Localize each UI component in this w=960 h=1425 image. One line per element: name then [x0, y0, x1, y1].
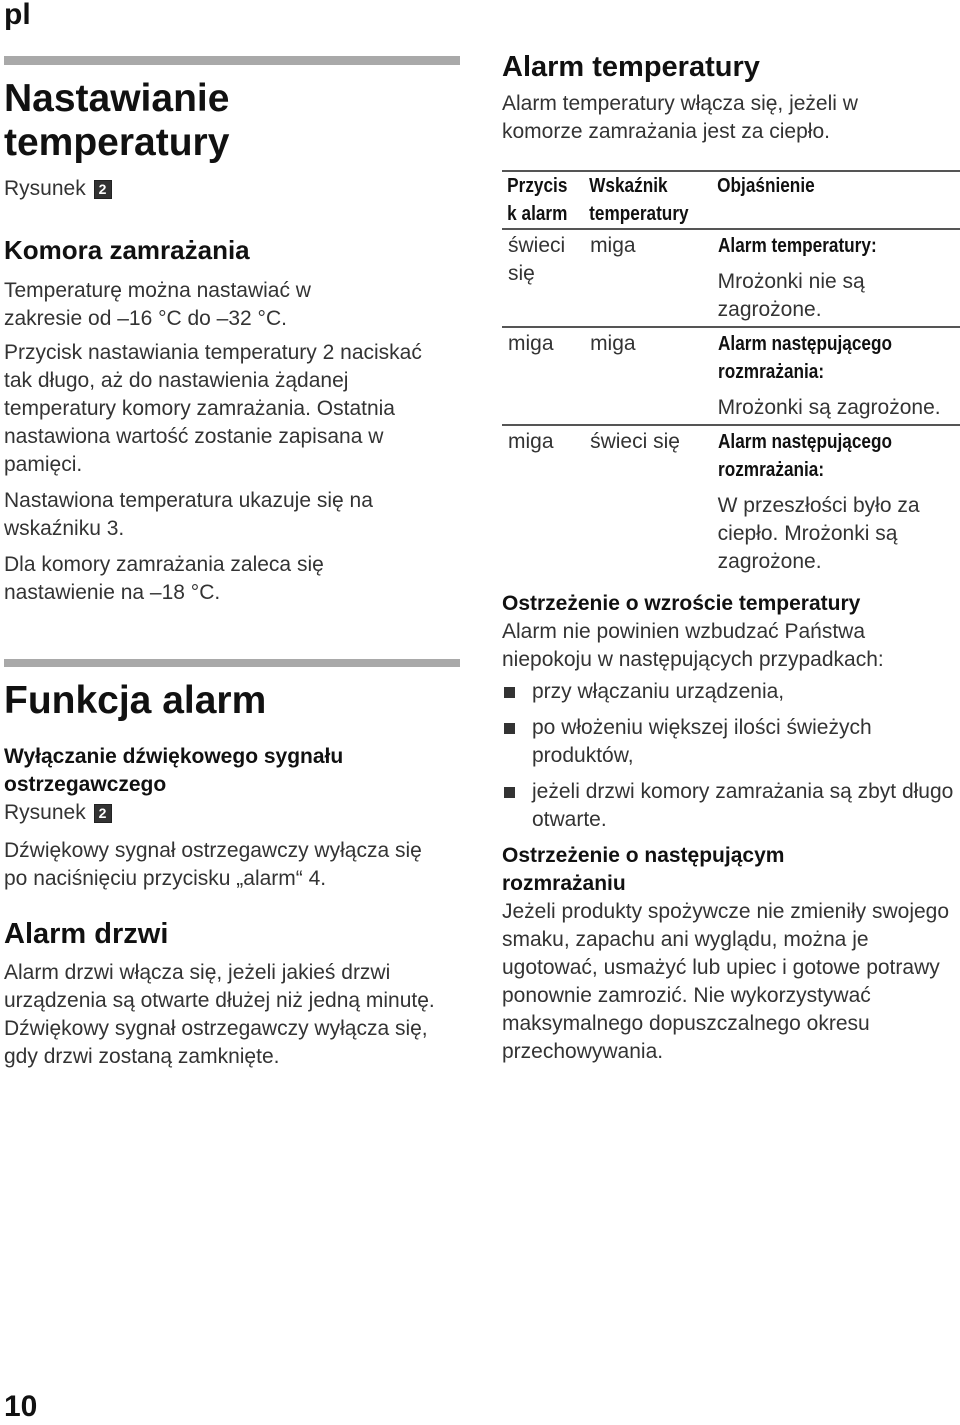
section-title-temperature: Nastawianie temperatury	[4, 77, 230, 164]
table-cell: świeci się	[590, 430, 680, 453]
figure-label: Rysunek	[4, 801, 86, 824]
figure-number-icon: 2	[94, 180, 112, 199]
paragraph: Temperaturę można nastawiać w zakresie od –16 °C do –32 °C.	[4, 279, 311, 330]
alarm-table	[502, 170, 960, 578]
table-row	[502, 229, 960, 327]
table-cell-title: Alarm następującego rozmrażania:	[717, 431, 892, 481]
table-cell: miga	[590, 234, 636, 257]
table-cell-text: Mrożonki nie są zagrożone.	[717, 270, 865, 321]
table-cell-title: Alarm następującego rozmrażania:	[717, 333, 892, 383]
section-divider	[4, 659, 460, 667]
paragraph: Alarm temperatury włącza się, jeżeli w komorze zamrażania jest za ciepło.	[502, 92, 858, 143]
bullet-icon	[504, 687, 515, 698]
bullet-icon	[504, 787, 515, 798]
figure-number-icon: 2	[94, 804, 112, 823]
paragraph: Alarm drzwi włącza się, jeżeli jakieś drzwi urządzenia są otwarte dłużej niż jedną minutę. Dźwiękowy sygnał ostrzegawczy wyłącza się, gdy drzwi zostaną zamknięte.	[4, 961, 435, 1068]
list-item	[502, 714, 958, 770]
table-row	[502, 425, 960, 578]
table-cell: miga	[508, 332, 554, 355]
section-title-alarm: Funkcja alarm	[4, 679, 267, 722]
list-item-text: jeżeli drzwi komory zamrażania są zbyt długo otwarte.	[532, 780, 954, 831]
bullet-icon	[504, 723, 515, 734]
figure-reference	[4, 175, 460, 203]
table-cell: świeci się	[508, 234, 566, 285]
section-divider	[4, 56, 460, 65]
right-column	[502, 50, 958, 1066]
table-cell: miga	[590, 332, 636, 355]
list-item	[502, 678, 958, 706]
table-cell-title: Alarm temperatury:	[717, 235, 877, 257]
figure-label: Rysunek	[4, 177, 86, 200]
paragraph: Alarm nie powinien wzbudzać Państwa niepokoju w następujących przypadkach:	[502, 620, 884, 671]
warning-title-temperature-rise: Ostrzeżenie o wzroście temperatury	[502, 592, 861, 615]
table-cell	[712, 327, 960, 425]
left-column	[4, 56, 460, 1071]
paragraph: Dla komory zamrażania zaleca się nastawienie na –18 °C.	[4, 553, 324, 604]
table-cell: miga	[508, 430, 554, 453]
list-item-text: przy włączaniu urządzenia,	[532, 680, 785, 703]
table-header-row	[502, 171, 960, 229]
table-header: Objaśnienie	[716, 175, 815, 197]
figure-reference	[4, 799, 460, 827]
table-cell	[712, 229, 960, 327]
list-item	[502, 778, 958, 834]
table-cell-text: W przeszłości było za ciepło. Mrożonki są zagrożone.	[717, 494, 920, 573]
paragraph: Nastawiona temperatura ukazuje się na wskaźniku 3.	[4, 489, 373, 540]
table-header: Przycis k alarm	[507, 175, 568, 225]
table-row	[502, 327, 960, 425]
language-label: pl	[4, 0, 31, 31]
paragraph: Przycisk nastawiania temperatury 2 naciskać tak długo, aż do nastawienia żądanej temperatury komory zamrażania. Ostatnia nastawiona wartość zostanie zapisana w pamięci.	[4, 341, 422, 476]
table-cell	[712, 425, 960, 578]
table-cell-text: Mrożonki są zagrożone.	[717, 396, 941, 419]
section-title-temperature-alarm: Alarm temperatury	[502, 51, 760, 83]
paragraph: Jeżeli produkty spożywcze nie zmieniły swojego smaku, zapachu ani wyglądu, można je ugotować, usmażyć lub upiec i gotowe potrawy ponownie zamrozić. Nie wykorzystywać maksymalnego dopuszczalnego okresu przechowywania.	[502, 900, 950, 1063]
list-item-text: po włożeniu większej ilości świeżych produktów,	[532, 716, 872, 767]
table-header: Wskaźnik temperatury	[589, 175, 689, 225]
subtitle-disable-alarm: Wyłączanie dźwiękowego sygnału ostrzegawczego	[4, 745, 344, 796]
warning-title-thaw: Ostrzeżenie o następującym rozmrażaniu	[502, 844, 785, 895]
subtitle-freezer: Komora zamrażania	[4, 235, 250, 265]
page-number: 10	[4, 1390, 38, 1423]
subtitle-door-alarm: Alarm drzwi	[4, 918, 169, 950]
paragraph: Dźwiękowy sygnał ostrzegawczy wyłącza się po naciśnięciu przycisku „alarm“ 4.	[4, 839, 422, 890]
bullet-list	[502, 678, 958, 834]
